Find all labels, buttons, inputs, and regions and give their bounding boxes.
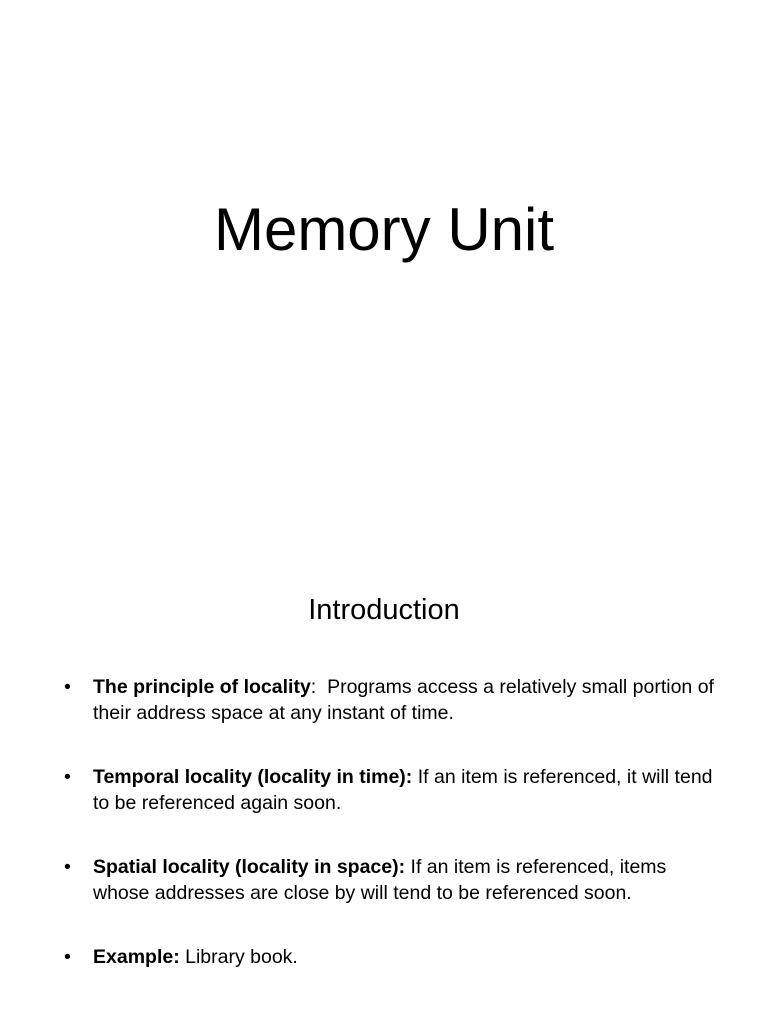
bullet-list (64, 674, 714, 1008)
list-item (64, 764, 714, 816)
bullet-term: The principle of locality (93, 676, 311, 698)
bullet-text: If an item is referenced, items whose addresses are close by will tend to be referenced soon. (93, 856, 667, 904)
slide-title: Memory Unit (213, 196, 555, 263)
list-item (64, 944, 714, 970)
bullet-text: If an item is referenced, it will tend to be referenced again soon. (93, 766, 713, 814)
list-item (64, 674, 714, 726)
bullet-icon: • (64, 856, 71, 878)
bullet-text: Programs access a relatively small portion of their address space at any instant of time. (93, 676, 714, 724)
list-item (64, 854, 714, 906)
bullet-icon: • (64, 766, 71, 788)
bullet-term: Spatial locality (locality in space): (93, 856, 406, 878)
bullet-icon: • (64, 946, 71, 968)
content-slide (0, 520, 768, 1024)
bullet-separator: : (310, 676, 328, 698)
bullet-text: Library book. (185, 946, 298, 968)
bullet-term: Temporal locality (locality in time): (93, 766, 413, 788)
section-heading: Introduction (308, 594, 460, 626)
bullet-icon: • (64, 676, 71, 698)
bullet-term: Example: (93, 946, 180, 968)
